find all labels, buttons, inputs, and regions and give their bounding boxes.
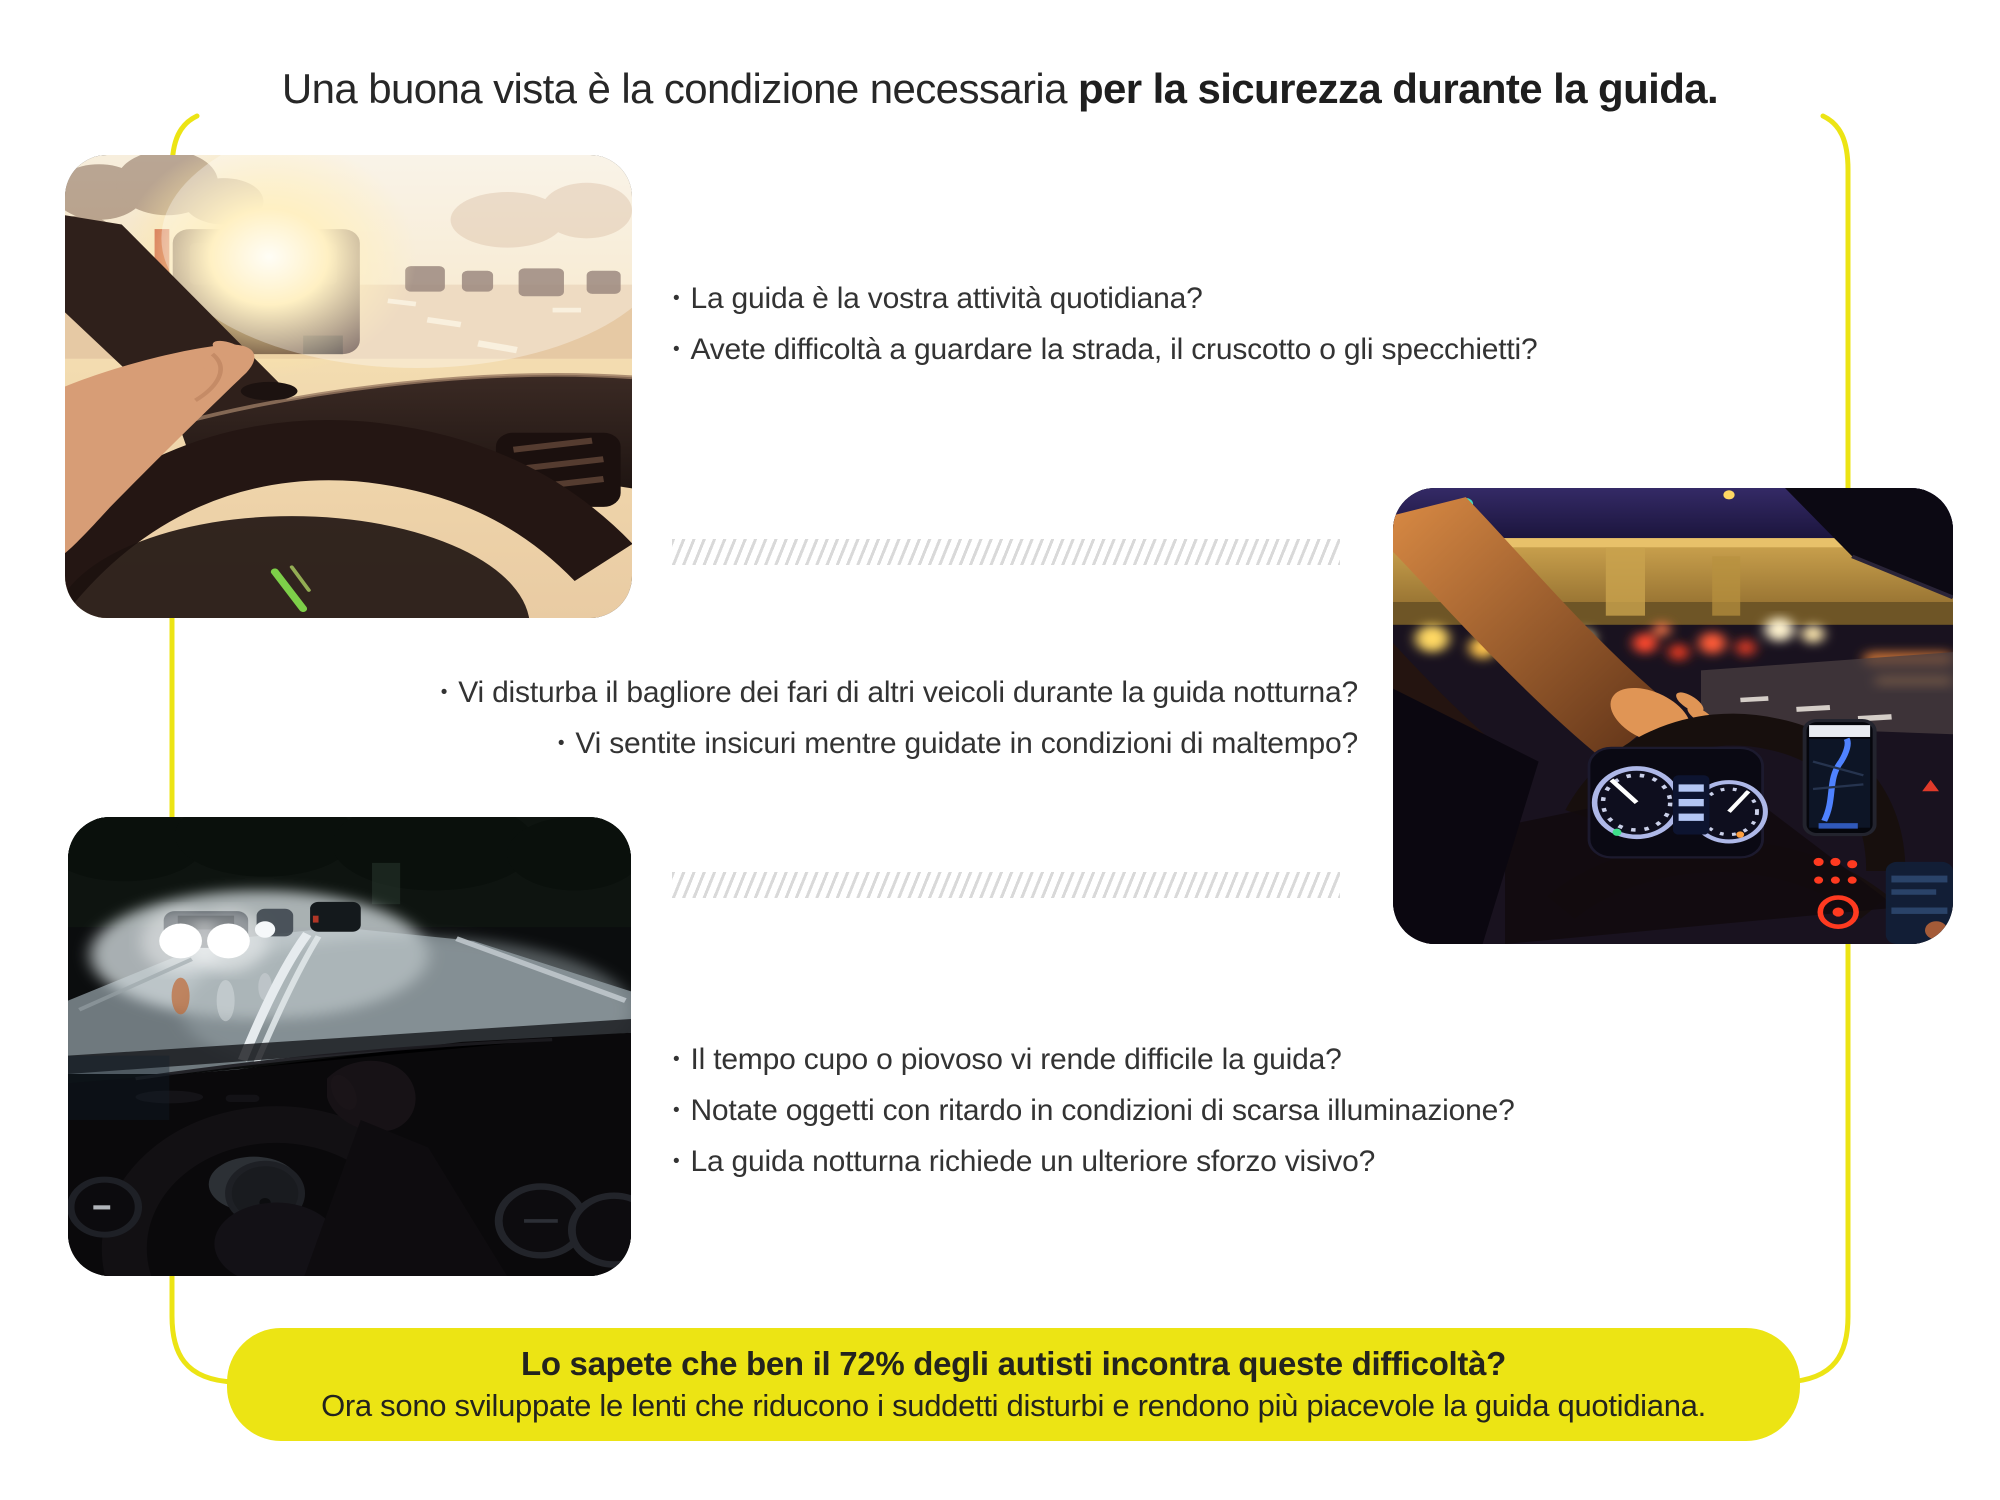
- photo-sunset-highway: [65, 155, 632, 618]
- hatched-divider-bottom: [672, 872, 1340, 898]
- footer-banner: [227, 1328, 1800, 1441]
- question-list-low-light: [673, 1034, 1515, 1187]
- bullet-dot: •: [673, 1151, 680, 1172]
- question-text: Vi sentite insicuri mentre guidate in condizioni di maltempo?: [575, 727, 1358, 760]
- footer-solution-line: Ora sono sviluppate le lenti che riducono i suddetti disturbi e rendono più piacevole la guida quotidiana.: [321, 1388, 1706, 1423]
- bullet-dot: •: [673, 288, 680, 309]
- question-item: [441, 667, 1358, 718]
- page-title-regular: Una buona vista è la condizione necessaria: [281, 65, 1067, 112]
- night-road-art: [68, 817, 631, 1276]
- page-title: [0, 64, 2000, 114]
- question-item: [673, 1136, 1515, 1187]
- sunset-highway-art: [65, 155, 632, 618]
- bullet-dot: •: [557, 733, 565, 754]
- night-city-art: [1393, 488, 1953, 944]
- question-text: Notate oggetti con ritardo in condizioni di scarsa illuminazione?: [690, 1094, 1515, 1127]
- bullet-dot: •: [673, 1100, 680, 1121]
- photo-night-city-gps: [1393, 488, 1953, 944]
- bullet-dot: •: [673, 339, 680, 360]
- photo-night-road: [68, 817, 631, 1276]
- question-list-night-glare: [441, 667, 1358, 769]
- question-list-daily-driving: [673, 273, 1538, 375]
- question-text: Avete difficoltà a guardare la strada, il cruscotto o gli specchietti?: [690, 333, 1538, 366]
- question-text: La guida notturna richiede un ulteriore sforzo visivo?: [690, 1145, 1376, 1178]
- footer-statistic-line: Lo sapete che ben il 72% degli autisti incontra queste difficoltà?: [520, 1345, 1507, 1382]
- bullet-dot: •: [673, 1049, 680, 1070]
- page-title-bold: per la sicurezza durante la guida.: [1066, 65, 1719, 112]
- question-text: La guida è la vostra attività quotidiana?: [690, 282, 1203, 315]
- question-text: Vi disturba il bagliore dei fari di altri veicoli durante la guida notturna?: [458, 676, 1358, 709]
- question-item: [673, 273, 1538, 324]
- question-item: [673, 324, 1538, 375]
- bullet-dot: •: [440, 682, 448, 703]
- question-text: Il tempo cupo o piovoso vi rende difficile la guida?: [690, 1043, 1342, 1076]
- hatched-divider-top: [672, 539, 1340, 565]
- question-item: [673, 1085, 1515, 1136]
- question-item: [441, 718, 1358, 769]
- question-item: [673, 1034, 1515, 1085]
